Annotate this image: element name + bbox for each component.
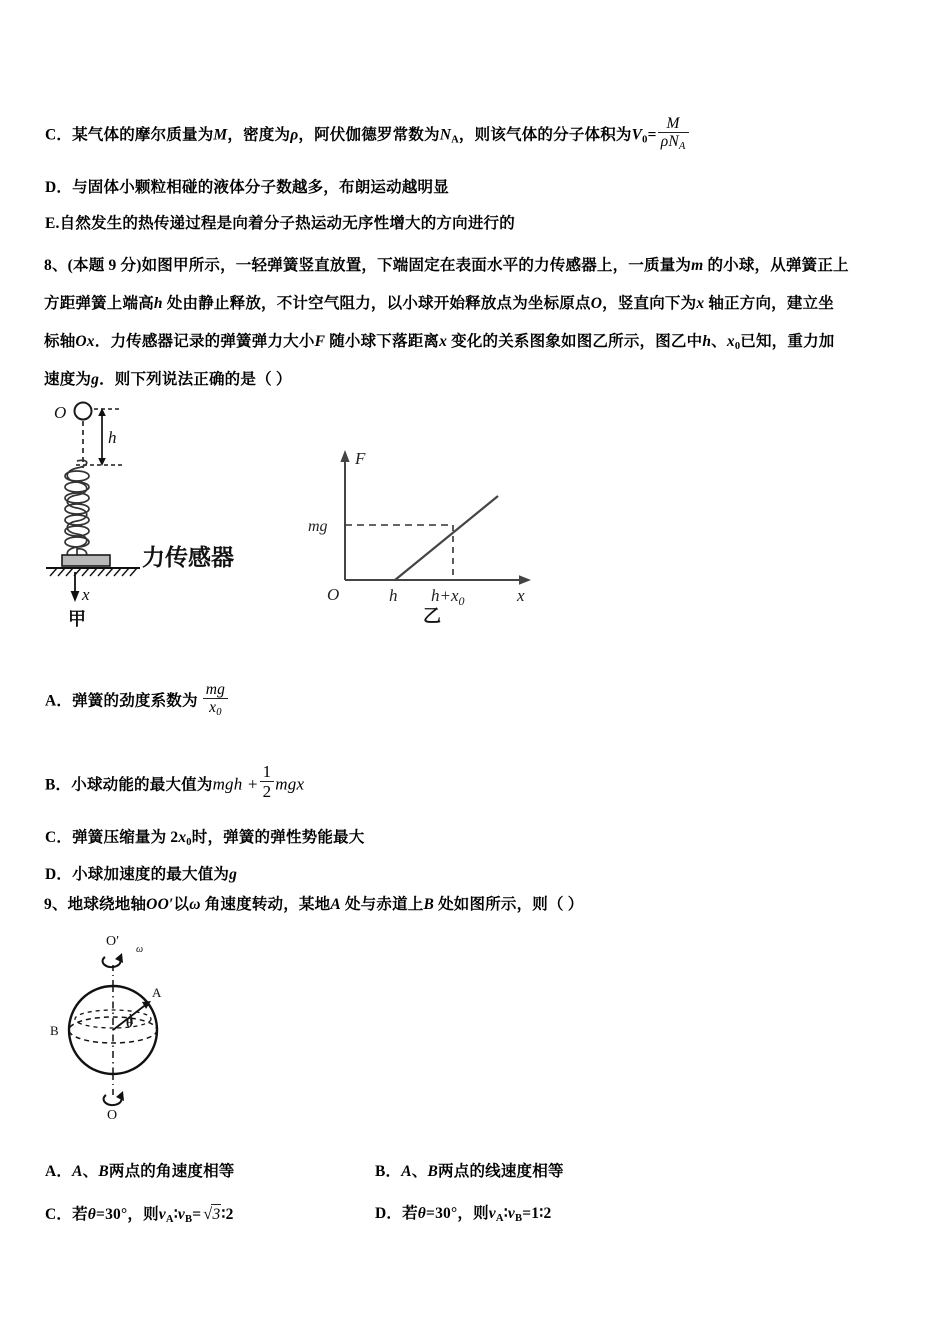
q9-option-b xyxy=(375,1162,564,1182)
q9-option-c-text-a: 若 xyxy=(72,1206,88,1223)
q7-option-c xyxy=(45,115,690,153)
q9-option-b-text: 两点的线速度相等 xyxy=(438,1163,564,1180)
q8-stem-text-3d: 变化的关系图象如图乙所示，图乙中 xyxy=(451,333,703,350)
earth-rotation-arrow-bottom-head xyxy=(116,1091,124,1101)
q8-number: 8、 xyxy=(44,257,68,274)
formula-mgh-lead: mgh + xyxy=(212,774,259,794)
q8-stem-text-4b: ．则下列说法正确的是（ ） xyxy=(99,371,292,388)
q9-stem-text-e: 处如图所示，则（ ） xyxy=(438,896,584,913)
q8-option-b-text: 小球动能的最大值为 xyxy=(71,776,213,794)
x-axis-arrow-head xyxy=(71,591,80,602)
q8-option-b xyxy=(45,762,304,801)
q9-stem-text-b: 以 xyxy=(173,896,190,913)
q7-option-c-text3: ，阿伏伽德罗常数为 xyxy=(298,126,440,144)
symbol-Ox: Ox xyxy=(75,333,95,350)
equals-c: = xyxy=(192,1206,202,1223)
figure-jia-origin-label: O xyxy=(54,403,67,422)
symbol-x0-sub: 0 xyxy=(734,340,741,352)
symbol-m: m xyxy=(691,257,704,274)
q8-stem-sep: 、 xyxy=(711,333,727,350)
symbol-V0: V xyxy=(631,126,643,144)
q9-option-c-tail: ∶2 xyxy=(221,1206,234,1223)
q7-option-e-text: 自然发生的热传递过程是向着分子热运动无序性增大的方向进行的 xyxy=(59,215,515,232)
q9-option-a-sep: 、 xyxy=(82,1163,99,1180)
q8-option-a xyxy=(45,681,229,719)
symbol-F: F xyxy=(314,333,326,350)
symbol-x0: x xyxy=(726,333,735,350)
equals-sign: = xyxy=(647,126,657,144)
ratio-sep-d: ∶ xyxy=(503,1205,508,1222)
q8-stem-line-4 xyxy=(44,370,292,390)
symbol-g: g xyxy=(91,371,100,388)
earth-rotation-arrow-top-head xyxy=(115,953,123,963)
symbol-x: x xyxy=(696,295,705,312)
figure-jia-sensor-label: 力传感器 xyxy=(142,545,234,570)
fraction-den-rho: ρ xyxy=(660,133,669,151)
q8-stem-text-2a: 方距弹簧上端高 xyxy=(44,295,154,312)
symbol-vA-d-sub: A xyxy=(495,1212,504,1224)
q9-option-b-sep: 、 xyxy=(411,1163,428,1180)
ratio-sep-c: ∶ xyxy=(173,1206,178,1223)
spring-coil xyxy=(67,460,87,560)
q8-stem-text-1a: 如图甲所示，一轻弹簧竖直放置，下端固定在表面水平的力传感器上，一质量为 xyxy=(141,257,692,274)
symbol-NA: N xyxy=(439,126,452,144)
graph-y-axis-arrow xyxy=(340,450,349,462)
q9-stem xyxy=(44,895,584,915)
figure-jia-spring-sensor xyxy=(44,392,294,630)
ball-circle xyxy=(75,403,92,420)
sqrt-radicand: 3 xyxy=(212,1206,221,1223)
q7-option-c-text1: 某气体的摩尔质量为 xyxy=(72,126,214,144)
symbol-vB-d-sub: B xyxy=(515,1212,523,1224)
q8-option-c-label: C． xyxy=(45,829,73,846)
symbol-vB-c: v xyxy=(177,1206,186,1223)
q9-option-c-text-b: =30°，则 xyxy=(96,1206,159,1223)
q7-option-e xyxy=(45,214,515,234)
q7-option-c-text2: ，密度为 xyxy=(227,126,291,144)
q9-option-b-A: A xyxy=(401,1163,412,1180)
q8-option-c xyxy=(45,828,364,853)
fraction-denominator-2: 2 xyxy=(262,782,272,802)
q8-stem-text-3f: 已知，重力加 xyxy=(740,333,835,350)
q9-option-a-text: 两点的角速度相等 xyxy=(108,1163,235,1180)
earth-point-b-label: B xyxy=(50,1023,59,1038)
q9-option-d xyxy=(375,1204,551,1229)
symbol-x0-c: x xyxy=(178,829,187,846)
graph-x-axis-label: x xyxy=(517,586,525,605)
fraction-numerator-1: 1 xyxy=(260,762,275,782)
symbol-O: O xyxy=(590,295,603,312)
q7-option-e-label: E. xyxy=(45,215,60,232)
q9-option-d-text-b: =30°，则 xyxy=(426,1205,489,1222)
symbol-vA-c: v xyxy=(158,1206,166,1223)
symbol-x0-c-sub: 0 xyxy=(186,836,192,848)
sqrt-3 xyxy=(201,1204,221,1225)
q9-number: 9、 xyxy=(44,896,68,913)
q9-option-a-B: B xyxy=(98,1163,109,1180)
q7-option-d-label: D． xyxy=(45,179,73,196)
q8-stem-text-3b: ．力传感器记录的弹簧弹力大小 xyxy=(94,333,315,350)
figure-earth-svg xyxy=(44,925,244,1125)
symbol-g-d: g xyxy=(229,866,238,883)
symbol-B: B xyxy=(423,896,435,913)
figure-jia-x-label: x xyxy=(82,585,90,604)
q7-option-d-text: 与固体小颗粒相碰的液体分子数越多，布朗运动越明显 xyxy=(72,179,449,196)
graph-y-axis-label: F xyxy=(355,449,366,468)
fraction-den-sub: A xyxy=(678,141,686,153)
fraction-mg-over-x0 xyxy=(203,681,228,719)
earth-point-a-label: A xyxy=(152,985,162,1000)
figure-yi-caption: 乙 xyxy=(423,606,441,624)
symbol-rho: ρ xyxy=(290,126,299,144)
equals-d: =1∶2 xyxy=(522,1205,552,1222)
figure-yi-svg xyxy=(305,438,565,624)
q8-option-d-label: D． xyxy=(45,866,73,883)
q8-option-d-text-a: 小球加速度的最大值为 xyxy=(72,866,230,883)
earth-top-axis-label: O′ xyxy=(106,934,120,949)
symbol-A: A xyxy=(330,896,341,913)
q8-option-a-label: A． xyxy=(45,692,73,710)
q7-option-c-text4: ，则该气体的分子体积为 xyxy=(458,126,632,144)
q8-stem-text-1b: 的小球，从弹簧正上 xyxy=(707,257,849,274)
earth-omega-label: ω xyxy=(136,944,144,955)
q9-option-a xyxy=(45,1162,235,1182)
q8-stem-line-1 xyxy=(44,256,849,276)
q9-option-b-B: B xyxy=(427,1163,439,1180)
symbol-h-2: h xyxy=(702,333,712,350)
q9-option-c-label: C． xyxy=(45,1206,73,1223)
q9-stem-text-a: 地球绕地轴 xyxy=(67,896,147,913)
figure-jia-svg xyxy=(44,392,294,630)
symbol-NA-sub: A xyxy=(451,134,459,146)
fraction-den-N: N xyxy=(668,133,679,151)
q9-option-b-label: B． xyxy=(375,1163,402,1180)
figure-jia-caption: 甲 xyxy=(68,609,86,629)
ground-hatching xyxy=(50,568,137,576)
symbol-vB-d: v xyxy=(507,1205,516,1222)
sqrt-radical-glyph: √ xyxy=(203,1205,213,1223)
q8-stem-text-2d: 轴正方向，建立坐 xyxy=(708,295,834,312)
q8-stem-text-2b: 处由静止释放，不计空气阻力，以小球开始释放点为坐标原点 xyxy=(166,295,591,312)
graph-hx0-label: $h+x_0$ xyxy=(431,586,465,608)
symbol-omega: ω xyxy=(189,896,201,913)
q8-stem-text-3c: 随小球下落距离 xyxy=(329,333,440,350)
q7-option-d xyxy=(45,178,449,198)
q8-stem-line-3 xyxy=(44,332,834,357)
fraction-den-x: x xyxy=(209,699,217,717)
graph-force-line xyxy=(395,496,498,580)
graph-mg-label: mg xyxy=(308,518,328,535)
figure-jia-h-label: h xyxy=(108,428,117,447)
fraction-M-over-rhoNA xyxy=(658,115,689,153)
earth-bottom-axis-label: O xyxy=(107,1108,118,1123)
symbol-vA-c-sub: A xyxy=(165,1213,174,1225)
symbol-h: h xyxy=(153,295,163,312)
spring-coil-lower xyxy=(65,471,89,547)
figure-yi-force-graph xyxy=(305,438,565,624)
q7-option-c-label: C． xyxy=(45,126,73,144)
fraction-den-x-sub: 0 xyxy=(216,707,222,719)
symbol-M: M xyxy=(213,126,228,144)
earth-theta-label: θ xyxy=(126,1015,133,1030)
q9-option-d-text-a: 若 xyxy=(402,1205,418,1222)
q9-option-d-label: D． xyxy=(375,1205,403,1222)
symbol-V0-sub: 0 xyxy=(642,134,648,146)
symbol-theta-c: θ xyxy=(87,1206,97,1223)
fraction-one-half xyxy=(260,762,275,801)
q8-option-d xyxy=(45,865,237,885)
q9-option-a-A: A xyxy=(72,1163,83,1180)
q8-stem-line-2 xyxy=(44,294,834,314)
q8-option-a-text: 弹簧的劲度系数为 xyxy=(72,692,198,710)
q8-option-b-label: B． xyxy=(45,776,72,794)
q8-option-c-text-a: 弹簧压缩量为 2 xyxy=(72,829,179,846)
q8-stem-text-2c: ，竖直向下为 xyxy=(602,295,697,312)
q8-stem-text-4a: 速度为 xyxy=(44,371,92,388)
q8-stem-text-3a: 标轴 xyxy=(44,333,76,350)
symbol-theta-d: θ xyxy=(417,1205,427,1222)
fraction-numerator: M xyxy=(658,115,689,133)
q8-option-c-text-b: 时，弹簧的弹性势能最大 xyxy=(191,829,365,846)
fraction-numerator-mg: mg xyxy=(203,681,228,699)
symbol-vB-c-sub: B xyxy=(185,1213,193,1225)
symbol-vA-d: v xyxy=(488,1205,496,1222)
q9-option-a-label: A． xyxy=(45,1163,73,1180)
force-sensor-block xyxy=(62,555,110,566)
q9-stem-text-c: 角速度转动，某地 xyxy=(204,896,331,913)
graph-h-label: h xyxy=(389,586,398,605)
graph-x-axis-arrow xyxy=(519,575,531,585)
q9-option-c xyxy=(45,1204,234,1230)
q8-score: (本题 9 分) xyxy=(67,257,142,274)
symbol-OO-prime: OO′ xyxy=(146,896,174,913)
q9-stem-text-d: 处与赤道上 xyxy=(344,896,424,913)
formula-mgx-tail: mgx xyxy=(275,774,305,794)
figure-earth-rotation xyxy=(44,925,244,1125)
symbol-x-2: x xyxy=(439,333,448,350)
graph-origin-label: O xyxy=(327,585,340,604)
